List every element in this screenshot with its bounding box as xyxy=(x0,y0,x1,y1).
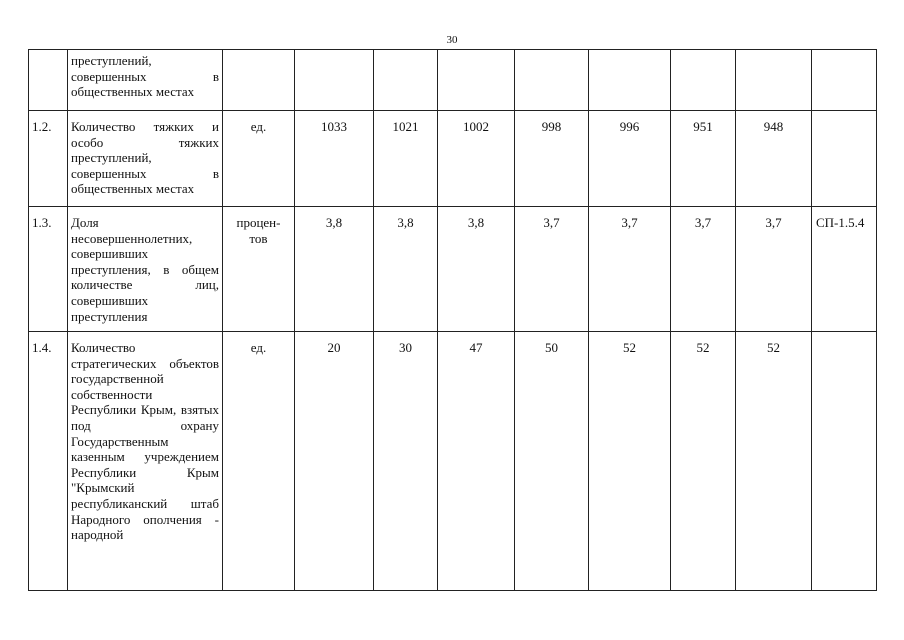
value-cell xyxy=(736,50,812,111)
value-cell: 1002 xyxy=(438,111,515,207)
source-cell xyxy=(812,332,877,591)
indicator-name: Количество тяжких и особо тяжких преступлений, совершенных в общественных местах xyxy=(68,111,223,207)
value-cell: 3,7 xyxy=(589,207,671,332)
source-cell xyxy=(812,111,877,207)
value-cell xyxy=(438,50,515,111)
table-row xyxy=(29,207,877,332)
indicator-name: Доля несовершеннолетних, совершивших преступления, в общем количестве лиц, совершивших преступления xyxy=(68,207,223,332)
table-row xyxy=(29,332,877,591)
value-cell: 47 xyxy=(438,332,515,591)
source-cell xyxy=(812,50,877,111)
value-cell: 52 xyxy=(589,332,671,591)
value-cell xyxy=(295,50,374,111)
value-cell: 50 xyxy=(515,332,589,591)
table-row xyxy=(29,111,877,207)
indicator-name: преступлений, совершенных в общественных местах xyxy=(68,50,223,111)
value-cell xyxy=(515,50,589,111)
value-cell: 3,7 xyxy=(736,207,812,332)
value-cell: 3,8 xyxy=(374,207,438,332)
row-number: 1.2. xyxy=(29,111,68,207)
row-number xyxy=(29,50,68,111)
value-cell: 3,8 xyxy=(295,207,374,332)
indicator-name: Количество стратегических объектов государственной собственности Республики Крым, взятых под охрану Государственным казенным учреждением Республики Крым "Крымский республиканский штаб Народного ополчения - народной xyxy=(68,332,223,591)
value-cell xyxy=(671,50,736,111)
value-cell: 1033 xyxy=(295,111,374,207)
value-cell xyxy=(374,50,438,111)
source-cell: СП-1.5.4 xyxy=(812,207,877,332)
value-cell: 998 xyxy=(515,111,589,207)
page-number: 30 xyxy=(446,34,458,46)
unit-line: процен- тов xyxy=(236,215,281,246)
value-cell: 52 xyxy=(671,332,736,591)
value-cell: 951 xyxy=(671,111,736,207)
value-cell: 30 xyxy=(374,332,438,591)
row-number: 1.3. xyxy=(29,207,68,332)
value-cell: 3,7 xyxy=(671,207,736,332)
unit-cell xyxy=(223,207,295,332)
value-cell: 948 xyxy=(736,111,812,207)
unit-cell: ед. xyxy=(223,332,295,591)
value-cell: 20 xyxy=(295,332,374,591)
unit-cell xyxy=(223,50,295,111)
value-cell: 3,7 xyxy=(515,207,589,332)
indicators-table xyxy=(28,49,877,591)
value-cell: 996 xyxy=(589,111,671,207)
row-number: 1.4. xyxy=(29,332,68,591)
unit-cell: ед. xyxy=(223,111,295,207)
table-row xyxy=(29,50,877,111)
value-cell: 3,8 xyxy=(438,207,515,332)
value-cell xyxy=(589,50,671,111)
value-cell: 52 xyxy=(736,332,812,591)
value-cell: 1021 xyxy=(374,111,438,207)
